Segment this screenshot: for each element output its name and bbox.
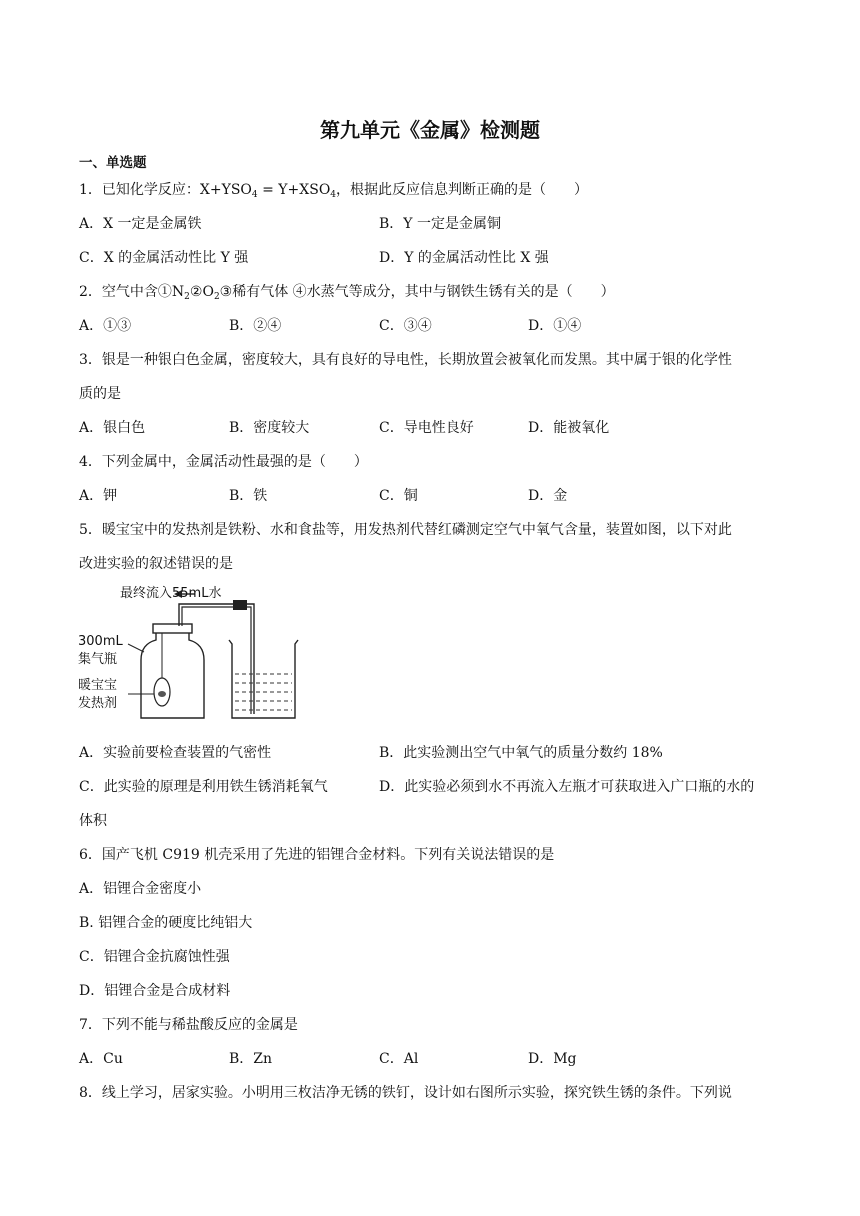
beaker-water [235,674,292,710]
question-2-option-c: C．③④ [379,318,432,334]
question-5-option-b: B．此实验测出空气中氧气的质量分数约 18% [379,745,663,761]
question-3-options [79,418,799,438]
delivery-tube-inner [182,607,251,714]
question-1-options-row-2 [79,248,799,268]
question-4-options [79,486,799,506]
question-6-option-c: C．铝锂合金抗腐蚀性强 [79,949,230,965]
question-5-option-d: D．此实验必须到水不再流入左瓶才可获取进入广口瓶的水的 [379,779,755,795]
question-3-option-a: A．银白色 [79,420,146,436]
heater-powder [158,691,166,697]
question-2-options [79,316,799,336]
bottle-stopper [153,624,192,633]
question-2-stem: 2．空气中含$①N_2②O_2③$稀有气体 ④水蒸气等成分，其中与钢铁生锈有关的是（ ） [79,284,615,302]
bottle-volume-label: 300mL [78,634,123,649]
question-3-option-b: B．密度较大 [229,420,310,436]
question-4-option-c: C．铜 [379,488,418,504]
question-1-option-a: A．X 一定是金属铁 [79,216,202,232]
question-4-stem: 4．下列金属中，金属活动性最强的是（ ） [79,454,368,470]
question-1-options-row-1 [79,214,799,234]
bottle-label-leader [128,644,144,652]
question-6-option-a: A．铝锂合金密度小 [79,881,202,897]
question-4-option-a: A．钾 [79,488,118,504]
question-3-stem-line-2: 质的是 [79,386,121,402]
question-7-option-b: B．Zn [229,1051,273,1067]
beaker-outline [229,640,298,718]
question-5-option-c: C．此实验的原理是利用铁生锈消耗氧气 [79,779,328,795]
question-7-options [79,1049,799,1069]
flow-label: 最终流入55mL水 [120,586,222,601]
question-7-option-c: C．Al [379,1051,419,1067]
question-7-stem: 7．下列不能与稀盐酸反应的金属是 [79,1017,298,1033]
question-5-stem-line-2: 改进实验的叙述错误的是 [79,556,233,572]
heater-label-line-2: 发热剂 [78,696,118,711]
question-2-option-d: D．①④ [528,318,582,334]
question-4-option-b: B．铁 [229,488,268,504]
question-1-stem: 1．已知化学反应：$X+YSO_4 = Y+XSO_4$，根据此反应信息判断正确的是（ ） [79,182,589,200]
document-title: 第九单元《金属》检测题 [320,118,540,142]
question-5-options-row-2 [79,777,799,797]
gas-bottle-outline [141,632,204,718]
question-2-option-a: A．①③ [79,318,132,334]
question-1-option-c: C．X 的金属活动性比 Y 强 [79,250,249,266]
oxygen-experiment-figure [78,582,303,724]
section-heading: 一、单选题 [79,155,147,171]
bottle-name-label: 集气瓶 [78,652,118,667]
question-4-option-d: D．金 [528,488,568,504]
question-6-option-d: D．铝锂合金是合成材料 [79,983,231,999]
question-8-stem-line-1: 8．线上学习，居家实验。小明用三枚洁净无锈的铁钉，设计如右图所示实验，探究铁生锈的条件。下列说 [79,1085,732,1101]
question-6-option-b: B. 铝锂合金的硬度比纯铝大 [79,915,253,931]
question-3-option-c: C．导电性良好 [379,420,474,436]
question-2-option-b: B．②④ [229,318,282,334]
question-7-option-a: A．Cu [79,1051,123,1067]
question-7-option-d: D．Mg [528,1051,577,1067]
question-5-option-a: A．实验前要检查装置的气密性 [79,745,272,761]
heater-label-line-1: 暖宝宝 [78,678,118,693]
question-3-option-d: D．能被氧化 [528,420,610,436]
question-5-options-row-1 [79,743,799,763]
tube-clamp [233,600,247,610]
question-5-option-d-continuation: 体积 [79,813,107,829]
question-5-stem-line-1: 5．暖宝宝中的发热剂是铁粉、水和食盐等，用发热剂代替红磷测定空气中氧气含量，装置如图，以下对此 [79,522,732,538]
question-3-stem-line-1: 3．银是一种银白色金属，密度较大，具有良好的导电性，长期放置会被氧化而发黑。其中属于银的化学性 [79,352,732,368]
question-6-stem: 6．国产飞机 C919 机壳采用了先进的铝锂合金材料。下列有关说法错误的是 [79,847,555,863]
question-1-option-b: B．Y 一定是金属铜 [379,216,501,232]
delivery-tube [179,604,254,714]
question-1-option-d: D．Y 的金属活动性比 X 强 [379,250,549,266]
